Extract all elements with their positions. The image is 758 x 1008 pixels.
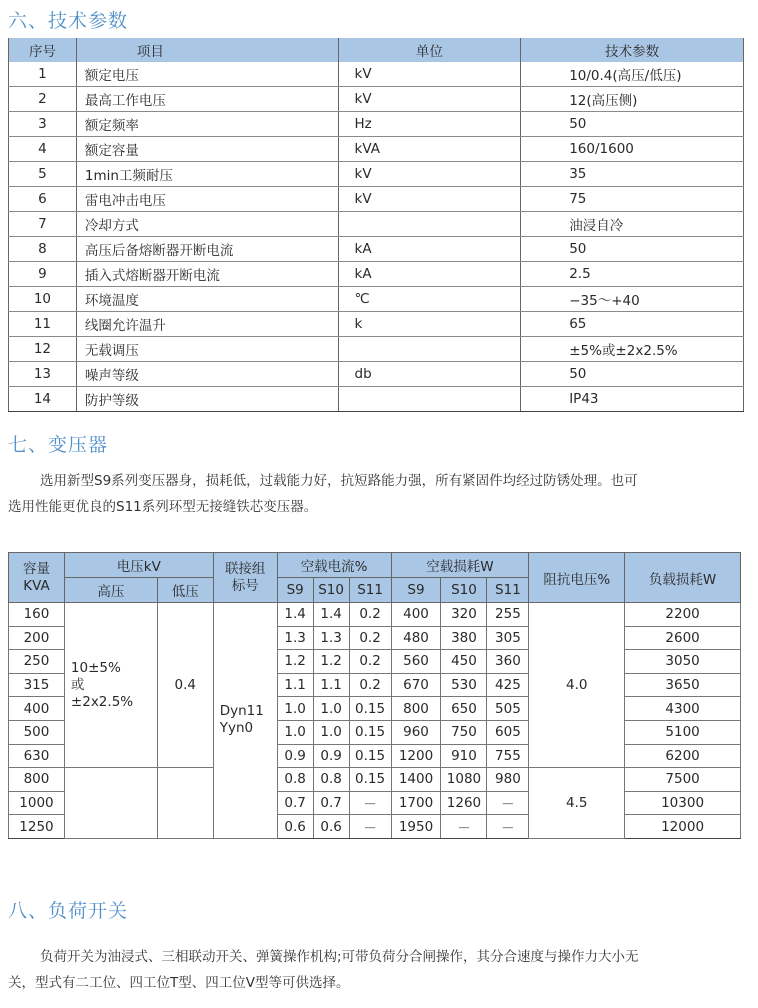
row-unit bbox=[338, 212, 521, 237]
capacity-cell: 315 bbox=[9, 673, 65, 697]
tech-params-row bbox=[9, 387, 744, 412]
noload-loss-cell: 320 bbox=[441, 603, 487, 627]
row-item: 额定电压 bbox=[76, 62, 338, 87]
row-item: 插入式熔断器开断电流 bbox=[76, 262, 338, 287]
tech-params-row bbox=[9, 187, 744, 212]
header-voltage: 电压kV bbox=[64, 553, 213, 578]
noload-loss-cell: 605 bbox=[487, 720, 529, 744]
tech-params-row bbox=[9, 162, 744, 187]
noload-loss-cell: 425 bbox=[487, 673, 529, 697]
row-unit bbox=[338, 337, 521, 362]
header-low-voltage: 低压 bbox=[157, 578, 213, 603]
noload-loss-cell: 960 bbox=[391, 720, 441, 744]
noload-loss-cell: 480 bbox=[391, 626, 441, 650]
noload-current-cell: 0.15 bbox=[349, 744, 391, 768]
noload-current-cell: 0.15 bbox=[349, 768, 391, 792]
noload-current-cell: 0.9 bbox=[277, 744, 313, 768]
load-loss-cell: 6200 bbox=[625, 744, 741, 768]
load-loss-cell: 10300 bbox=[625, 791, 741, 815]
noload-loss-cell: 1950 bbox=[391, 815, 441, 839]
noload-current-cell: 1.1 bbox=[277, 673, 313, 697]
header-s9-current: S9 bbox=[277, 578, 313, 603]
noload-current-cell: － bbox=[349, 815, 391, 839]
noload-loss-cell: 560 bbox=[391, 650, 441, 674]
noload-loss-cell: 255 bbox=[487, 603, 529, 627]
row-index: 11 bbox=[9, 312, 77, 337]
noload-loss-cell: 450 bbox=[441, 650, 487, 674]
row-unit: db bbox=[338, 362, 521, 387]
row-unit: ℃ bbox=[338, 287, 521, 312]
noload-current-cell: 1.2 bbox=[277, 650, 313, 674]
tech-params-row bbox=[9, 287, 744, 312]
transformer-body bbox=[9, 603, 741, 839]
noload-current-cell: 0.9 bbox=[313, 744, 349, 768]
transformer-row bbox=[9, 768, 741, 792]
row-unit: k bbox=[338, 312, 521, 337]
noload-current-cell: － bbox=[349, 791, 391, 815]
header-capacity-line-2: KVA bbox=[23, 577, 50, 594]
capacity-cell: 630 bbox=[9, 744, 65, 768]
row-value: 50 bbox=[521, 362, 744, 387]
row-value: ±5%或±2x2.5% bbox=[521, 337, 744, 362]
row-item: 冷却方式 bbox=[76, 212, 338, 237]
row-unit bbox=[338, 387, 521, 412]
row-index: 9 bbox=[9, 262, 77, 287]
tech-params-header-row bbox=[9, 38, 744, 62]
noload-current-cell: 1.2 bbox=[313, 650, 349, 674]
section-8-paragraph-line-1: 负荷开关为油浸式、三相联动开关、弹簧操作机构;可带负荷分合闸操作，其分合速度与操作力大小无 bbox=[40, 949, 639, 965]
row-unit: kA bbox=[338, 237, 521, 262]
noload-current-cell: 0.8 bbox=[277, 768, 313, 792]
row-value: 油浸自冷 bbox=[521, 212, 744, 237]
row-item: 额定频率 bbox=[76, 112, 338, 137]
transformer-header-row-1 bbox=[9, 553, 741, 578]
tech-params-row bbox=[9, 212, 744, 237]
noload-loss-cell: 360 bbox=[487, 650, 529, 674]
noload-current-cell: 1.4 bbox=[277, 603, 313, 627]
tech-params-row bbox=[9, 137, 744, 162]
header-group-line-1: 联接组 bbox=[224, 560, 266, 577]
noload-current-cell: 0.2 bbox=[349, 626, 391, 650]
header-group-line-2: 标号 bbox=[231, 577, 259, 594]
row-value: 10/0.4(高压/低压) bbox=[521, 62, 744, 87]
noload-current-cell: 0.8 bbox=[313, 768, 349, 792]
section-6-heading: 六、技术参数 bbox=[8, 10, 129, 32]
header-noload-current: 空载电流% bbox=[277, 553, 391, 578]
noload-current-cell: 1.3 bbox=[277, 626, 313, 650]
noload-loss-cell: 1400 bbox=[391, 768, 441, 792]
row-index: 12 bbox=[9, 337, 77, 362]
noload-loss-cell: 1080 bbox=[441, 768, 487, 792]
noload-current-cell: 0.15 bbox=[349, 720, 391, 744]
row-index: 13 bbox=[9, 362, 77, 387]
header-s9-loss: S9 bbox=[391, 578, 441, 603]
noload-current-cell: 1.1 bbox=[313, 673, 349, 697]
noload-loss-cell: 380 bbox=[441, 626, 487, 650]
tech-params-row bbox=[9, 362, 744, 387]
row-value: 35 bbox=[521, 162, 744, 187]
group-line: Yyn0 bbox=[219, 720, 254, 737]
tech-params-row bbox=[9, 87, 744, 112]
row-index: 4 bbox=[9, 137, 77, 162]
row-item: 高压后备熔断器开断电流 bbox=[76, 237, 338, 262]
capacity-cell: 1000 bbox=[9, 791, 65, 815]
capacity-cell: 250 bbox=[9, 650, 65, 674]
row-item: 防护等级 bbox=[76, 387, 338, 412]
noload-current-cell: 0.15 bbox=[349, 697, 391, 721]
low-voltage-empty-cell bbox=[157, 768, 213, 839]
tech-params-row bbox=[9, 337, 744, 362]
section-7-paragraph-line-2: 选用性能更优良的S11系列环型无接缝铁芯变压器。 bbox=[8, 499, 318, 515]
row-index: 5 bbox=[9, 162, 77, 187]
high-voltage-line: 或 bbox=[70, 676, 85, 693]
transformer-row bbox=[9, 603, 741, 627]
noload-loss-cell: 530 bbox=[441, 673, 487, 697]
tech-params-row bbox=[9, 62, 744, 87]
noload-current-cell: 1.0 bbox=[277, 720, 313, 744]
noload-loss-cell: 1260 bbox=[441, 791, 487, 815]
section-7-heading: 七、变压器 bbox=[8, 434, 109, 456]
header-value: 技术参数 bbox=[521, 38, 744, 62]
row-value: 12(高压侧) bbox=[521, 87, 744, 112]
row-unit: kA bbox=[338, 262, 521, 287]
header-s11-current: S11 bbox=[349, 578, 391, 603]
row-value: 50 bbox=[521, 112, 744, 137]
noload-current-cell: 1.0 bbox=[277, 697, 313, 721]
noload-current-cell: 1.0 bbox=[313, 697, 349, 721]
high-voltage-empty-cell bbox=[64, 768, 157, 839]
noload-loss-cell: 1200 bbox=[391, 744, 441, 768]
header-s11-loss: S11 bbox=[487, 578, 529, 603]
noload-loss-cell: 305 bbox=[487, 626, 529, 650]
row-unit: kV bbox=[338, 62, 521, 87]
transformer-table bbox=[8, 552, 741, 839]
row-value: IP43 bbox=[521, 387, 744, 412]
capacity-cell: 400 bbox=[9, 697, 65, 721]
load-loss-cell: 12000 bbox=[625, 815, 741, 839]
capacity-cell: 160 bbox=[9, 603, 65, 627]
row-index: 2 bbox=[9, 87, 77, 112]
noload-loss-cell: 910 bbox=[441, 744, 487, 768]
header-noload-loss: 空载损耗W bbox=[391, 553, 529, 578]
row-unit: kVA bbox=[338, 137, 521, 162]
noload-loss-cell: 1700 bbox=[391, 791, 441, 815]
row-value: 2.5 bbox=[521, 262, 744, 287]
noload-loss-cell: 670 bbox=[391, 673, 441, 697]
row-item: 噪声等级 bbox=[76, 362, 338, 387]
noload-loss-cell: 755 bbox=[487, 744, 529, 768]
row-value: 65 bbox=[521, 312, 744, 337]
capacity-cell: 200 bbox=[9, 626, 65, 650]
row-item: 无载调压 bbox=[76, 337, 338, 362]
row-index: 6 bbox=[9, 187, 77, 212]
header-s10-loss: S10 bbox=[441, 578, 487, 603]
load-loss-cell: 3650 bbox=[625, 673, 741, 697]
load-loss-cell: 7500 bbox=[625, 768, 741, 792]
noload-loss-cell: 505 bbox=[487, 697, 529, 721]
tech-params-row bbox=[9, 262, 744, 287]
tech-params-row bbox=[9, 112, 744, 137]
row-value: 50 bbox=[521, 237, 744, 262]
row-item: 额定容量 bbox=[76, 137, 338, 162]
header-load-loss: 负载损耗W bbox=[625, 553, 741, 603]
noload-current-cell: 0.6 bbox=[313, 815, 349, 839]
section-7-paragraph-line-1: 选用新型S9系列变压器身，损耗低，过载能力好，抗短路能力强，所有紧固件均经过防锈处理。也可 bbox=[40, 473, 638, 489]
row-item: 1min工频耐压 bbox=[76, 162, 338, 187]
noload-loss-cell: 400 bbox=[391, 603, 441, 627]
header-unit: 单位 bbox=[338, 38, 521, 62]
header-impedance: 阻抗电压% bbox=[529, 553, 625, 603]
low-voltage-cell: 0.4 bbox=[157, 603, 213, 768]
group-line: Dyn11 bbox=[219, 703, 264, 720]
load-loss-cell: 5100 bbox=[625, 720, 741, 744]
row-value: 160/1600 bbox=[521, 137, 744, 162]
noload-current-cell: 0.7 bbox=[277, 791, 313, 815]
load-loss-cell: 2200 bbox=[625, 603, 741, 627]
tech-params-row bbox=[9, 312, 744, 337]
noload-loss-cell: 650 bbox=[441, 697, 487, 721]
header-index: 序号 bbox=[9, 38, 77, 62]
noload-loss-cell: 980 bbox=[487, 768, 529, 792]
noload-current-cell: 1.3 bbox=[313, 626, 349, 650]
row-index: 1 bbox=[9, 62, 77, 87]
capacity-cell: 500 bbox=[9, 720, 65, 744]
row-item: 雷电冲击电压 bbox=[76, 187, 338, 212]
row-unit: kV bbox=[338, 87, 521, 112]
tech-params-body bbox=[9, 62, 744, 412]
noload-current-cell: 0.2 bbox=[349, 673, 391, 697]
header-capacity-line-1: 容量 bbox=[22, 560, 50, 577]
row-value: −35～+40 bbox=[521, 287, 744, 312]
noload-current-cell: 1.0 bbox=[313, 720, 349, 744]
tech-params-row bbox=[9, 237, 744, 262]
section-8-paragraph-line-2: 关，型式有二工位、四工位T型、四工位V型等可供选择。 bbox=[8, 975, 350, 991]
capacity-cell: 1250 bbox=[9, 815, 65, 839]
row-index: 10 bbox=[9, 287, 77, 312]
impedance-cell: 4.0 bbox=[529, 603, 625, 768]
noload-current-cell: 0.6 bbox=[277, 815, 313, 839]
tech-params-table bbox=[8, 38, 744, 412]
noload-loss-cell: － bbox=[487, 791, 529, 815]
row-unit: Hz bbox=[338, 112, 521, 137]
header-item: 项目 bbox=[76, 38, 338, 62]
noload-current-cell: 1.4 bbox=[313, 603, 349, 627]
group-cell bbox=[213, 603, 277, 839]
noload-loss-cell: 800 bbox=[391, 697, 441, 721]
noload-current-cell: 0.2 bbox=[349, 650, 391, 674]
noload-loss-cell: － bbox=[487, 815, 529, 839]
load-loss-cell: 4300 bbox=[625, 697, 741, 721]
impedance-cell: 4.5 bbox=[529, 768, 625, 839]
row-unit: kV bbox=[338, 187, 521, 212]
header-high-voltage: 高压 bbox=[64, 578, 157, 603]
load-loss-cell: 2600 bbox=[625, 626, 741, 650]
row-item: 环境温度 bbox=[76, 287, 338, 312]
noload-loss-cell: 750 bbox=[441, 720, 487, 744]
row-value: 75 bbox=[521, 187, 744, 212]
section-8-heading: 八、负荷开关 bbox=[8, 900, 129, 922]
load-loss-cell: 3050 bbox=[625, 650, 741, 674]
noload-loss-cell: － bbox=[441, 815, 487, 839]
row-index: 7 bbox=[9, 212, 77, 237]
row-index: 8 bbox=[9, 237, 77, 262]
header-group bbox=[213, 553, 277, 603]
high-voltage-cell bbox=[64, 603, 157, 768]
row-item: 线圈允许温升 bbox=[76, 312, 338, 337]
capacity-cell: 800 bbox=[9, 768, 65, 792]
high-voltage-line: 10±5% bbox=[70, 659, 121, 676]
row-index: 3 bbox=[9, 112, 77, 137]
noload-current-cell: 0.2 bbox=[349, 603, 391, 627]
row-item: 最高工作电压 bbox=[76, 87, 338, 112]
high-voltage-line: ±2x2.5% bbox=[70, 693, 134, 710]
row-index: 14 bbox=[9, 387, 77, 412]
header-s10-current: S10 bbox=[313, 578, 349, 603]
noload-current-cell: 0.7 bbox=[313, 791, 349, 815]
row-unit: kV bbox=[338, 162, 521, 187]
header-capacity bbox=[9, 553, 65, 603]
